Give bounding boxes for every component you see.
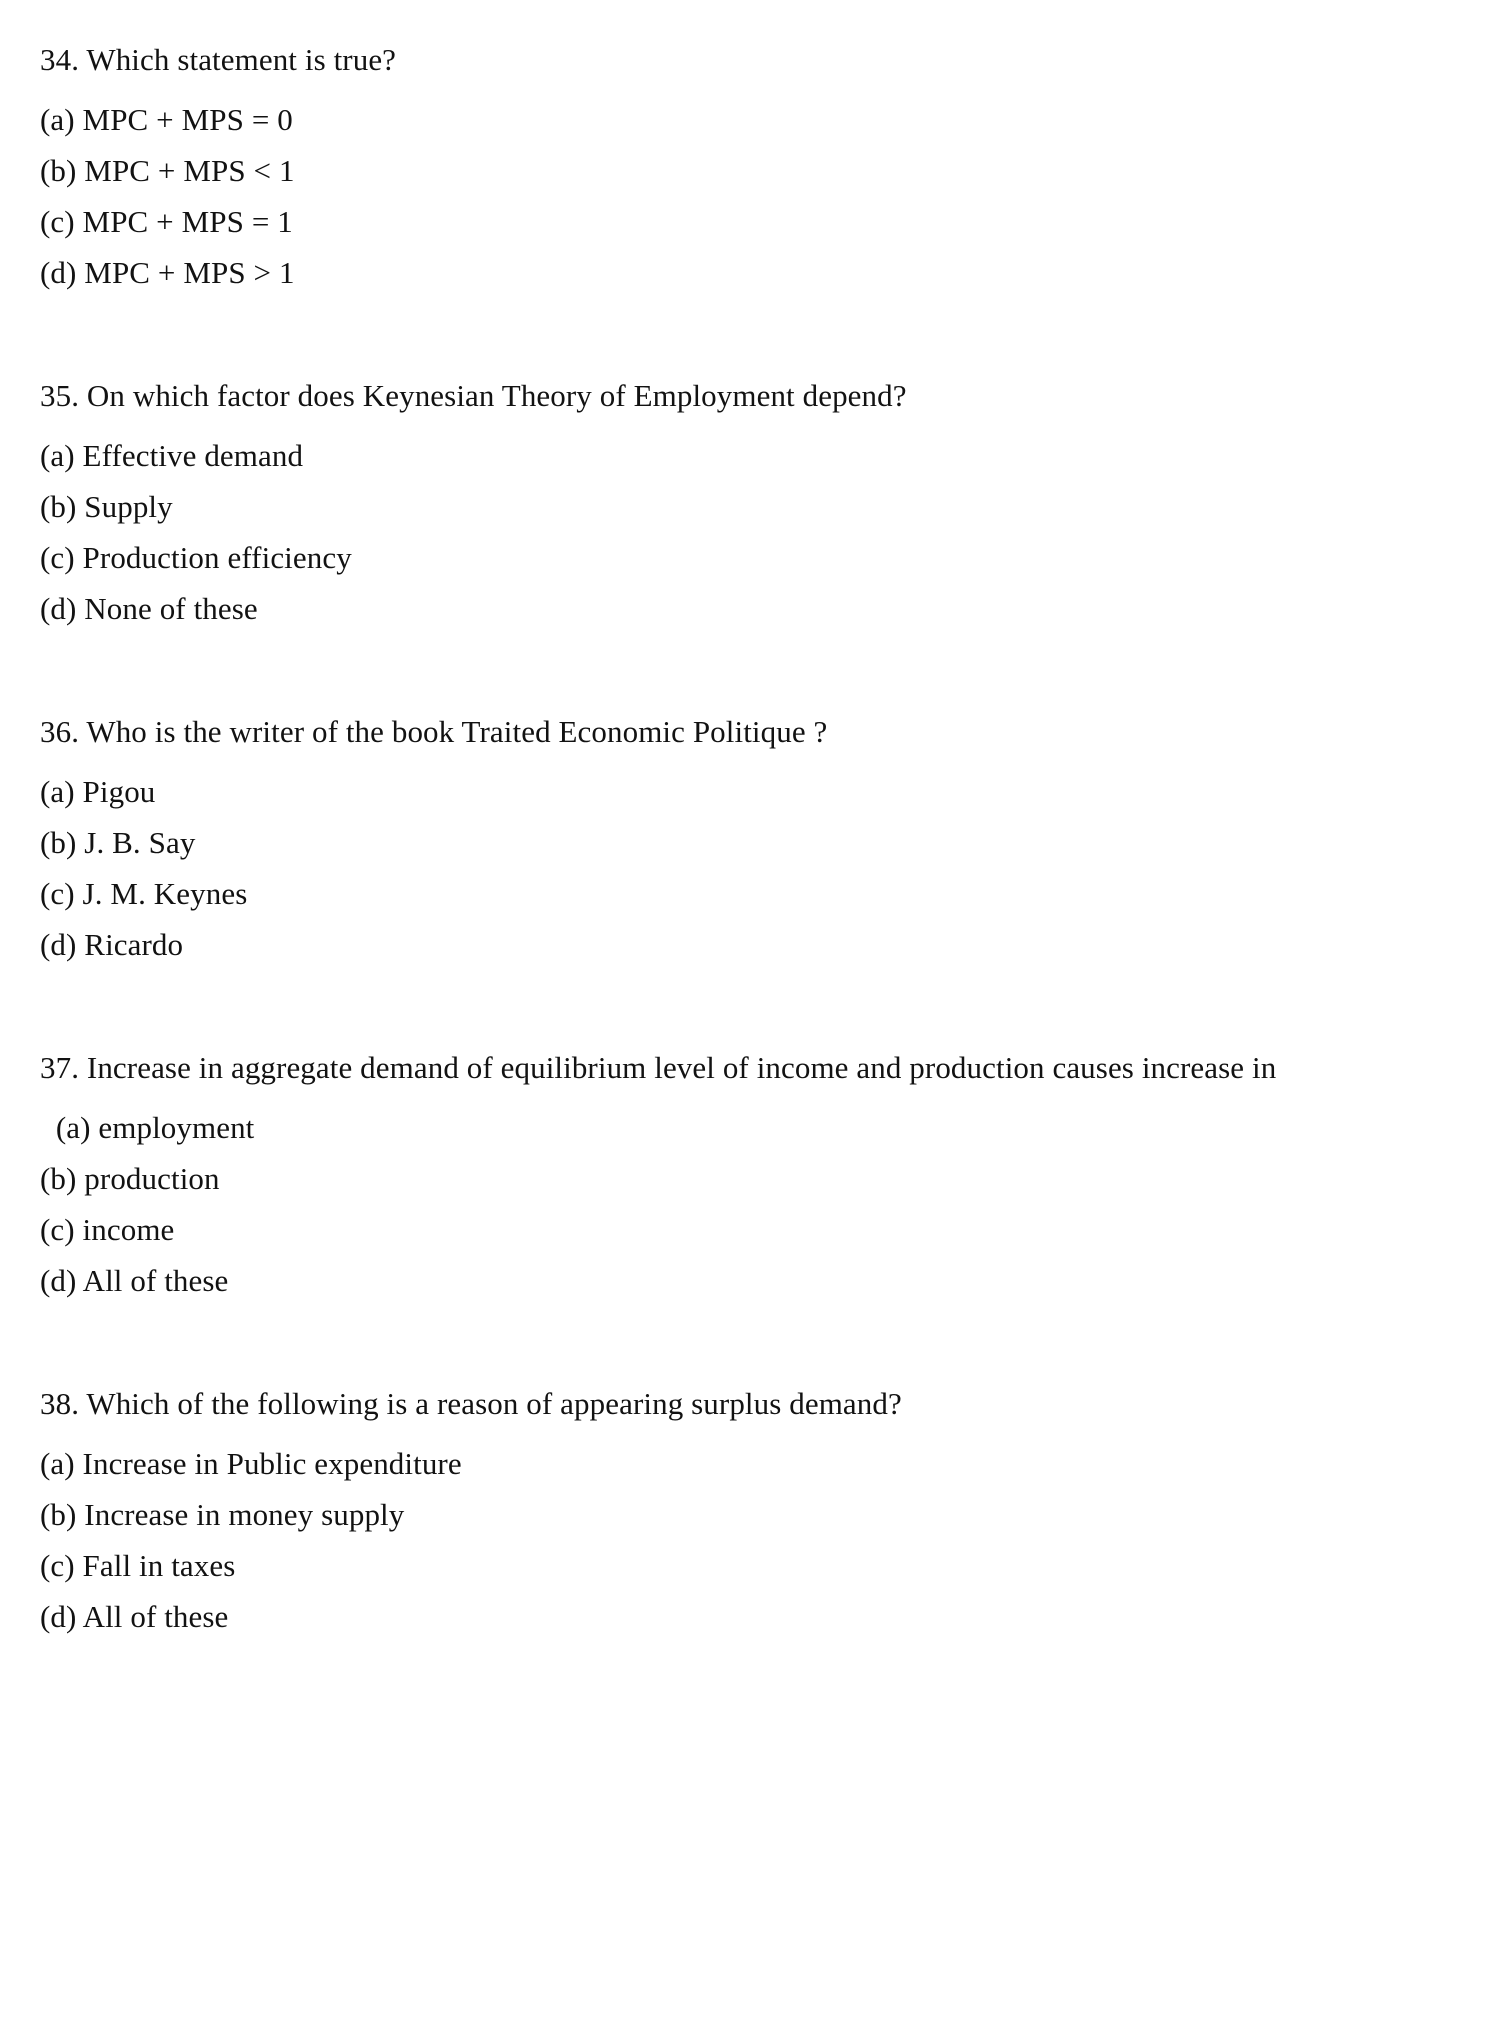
question-block-36 <box>40 708 1465 970</box>
option-36-a[interactable]: (a) Pigou <box>40 774 156 809</box>
question-block-38 <box>40 1380 1465 1642</box>
option-38-a[interactable]: (a) Increase in Public expenditure <box>40 1446 462 1481</box>
option-35-a[interactable]: (a) Effective demand <box>40 438 304 473</box>
option-38-b[interactable]: (b) Increase in money supply <box>40 1497 405 1532</box>
option-37-c[interactable]: (c) income <box>40 1212 175 1247</box>
option-36-b[interactable]: (b) J. B. Say <box>40 825 196 860</box>
option-34-a[interactable]: (a) MPC + MPS = 0 <box>40 102 293 137</box>
question-block-34 <box>40 36 1465 298</box>
option-list-34 <box>40 94 1465 298</box>
option-list-35 <box>40 430 1465 634</box>
option-34-b[interactable]: (b) MPC + MPS < 1 <box>40 153 295 188</box>
option-35-b[interactable]: (b) Supply <box>40 489 173 524</box>
question-block-37 <box>40 1044 1465 1306</box>
question-text-37: 37. Increase in aggregate demand of equilibrium level of income and production causes increase in <box>40 1050 1277 1085</box>
question-text-34: 34. Which statement is true? <box>40 42 397 77</box>
question-text-36: 36. Who is the writer of the book Traited Economic Politique ? <box>40 714 828 749</box>
option-34-d[interactable]: (d) MPC + MPS > 1 <box>40 255 295 290</box>
option-35-c[interactable]: (c) Production efficiency <box>40 540 352 575</box>
option-35-d[interactable]: (d) None of these <box>40 591 258 626</box>
option-list-38 <box>40 1438 1465 1642</box>
option-38-c[interactable]: (c) Fall in taxes <box>40 1548 236 1583</box>
question-block-35 <box>40 372 1465 634</box>
option-37-a[interactable]: (a) employment <box>48 1110 255 1145</box>
option-37-d[interactable]: (d) All of these <box>40 1263 229 1298</box>
option-list-36 <box>40 766 1465 970</box>
option-36-c[interactable]: (c) J. M. Keynes <box>40 876 248 911</box>
question-text-38: 38. Which of the following is a reason of appearing surplus demand? <box>40 1386 902 1421</box>
question-text-35: 35. On which factor does Keynesian Theory of Employment depend? <box>40 378 907 413</box>
option-34-c[interactable]: (c) MPC + MPS = 1 <box>40 204 293 239</box>
option-38-d[interactable]: (d) All of these <box>40 1599 229 1634</box>
option-36-d[interactable]: (d) Ricardo <box>40 927 184 962</box>
option-list-37 <box>40 1102 1465 1306</box>
option-37-b[interactable]: (b) production <box>40 1161 220 1196</box>
